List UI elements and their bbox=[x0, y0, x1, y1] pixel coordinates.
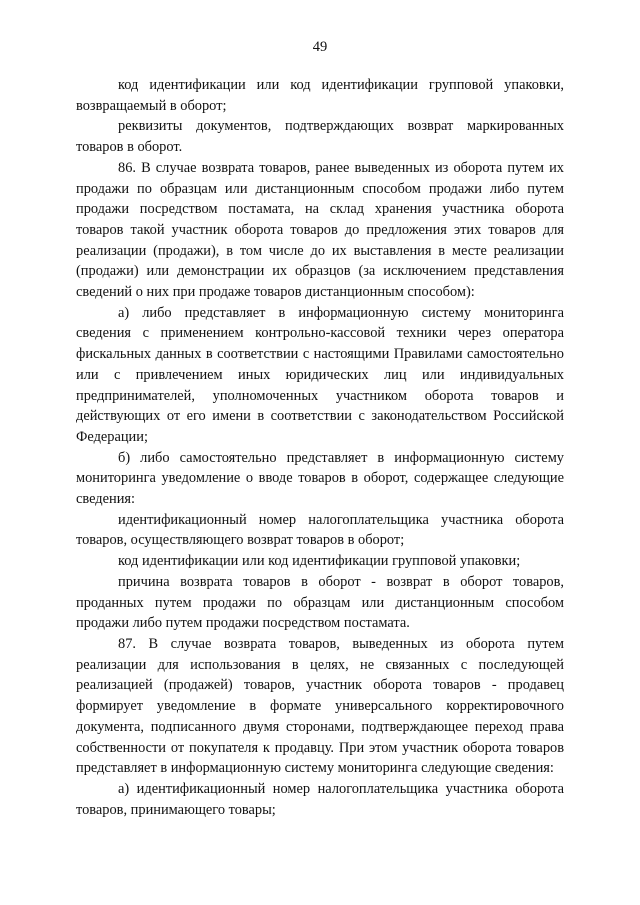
paragraph-return-reason: причина возврата товаров в оборот - возврат в оборот товаров, проданных путем продажи по образцам или дистанционным способом продажи либо путем продажи посредством постамата. bbox=[76, 573, 564, 632]
paragraph-taxpayer-id: идентификационный номер налогоплательщика участника оборота товаров, осуществляющего возврат товаров в оборот; bbox=[76, 511, 564, 549]
paragraph-item-87-a: а) идентификационный номер налогоплательщика участника оборота товаров, принимающего товары; bbox=[76, 780, 564, 818]
paragraph-identification-code: код идентификации или код идентификации групповой упаковки; bbox=[118, 553, 521, 570]
paragraph-item-86-b: б) либо самостоятельно представляет в информационную систему мониторинга уведомление о вводе товаров в оборот, содержащее следующие сведения: bbox=[76, 449, 564, 508]
document-body bbox=[76, 75, 564, 820]
paragraph-item-87: 87. В случае возврата товаров, выведенных из оборота путем реализации для использования в целях, не связанных с последующей реализацией (продажей) товаров, участник оборота товаров - продавец формирует уведомление в формате универсального корректировочного документа, подписанного двумя сторонами, подтверждающее переход права собственности от покупателя к продавцу. При этом участник оборота товаров представляет в информационную систему мониторинга следующие сведения: bbox=[76, 635, 564, 777]
paragraph-item-86-a: а) либо представляет в информационную систему мониторинга сведения с применением контрольно-кассовой техники через оператора фискальных данных в соответствии с настоящими Правилами самостоятельно или с привлечением иных юридических лиц или индивидуальных предпринимателей, уполномоченных участником оборота товаров и действующих от его имени в соответствии с законодательством Российской Федерации; bbox=[76, 304, 564, 445]
page-number: 49 bbox=[312, 39, 328, 55]
paragraph-return-code: код идентификации или код идентификации групповой упаковки, возвращаемый в оборот; bbox=[76, 77, 564, 114]
paragraph-document-details: реквизиты документов, подтверждающих возврат маркированных товаров в оборот. bbox=[76, 118, 564, 156]
paragraph-item-86: 86. В случае возврата товаров, ранее выведенных из оборота путем их продажи по образцам или дистанционным способом продажи либо путем продажи посредством постамата, на склад хранения участника оборота товаров такой участник оборота товаров до предложения этих товаров для реализации (продажи), в том числе до их выставления в месте реализации (продажи) или демонстрации их образцов (за исключением представления сведений о них при продаже товаров дистанционным способом): bbox=[76, 159, 564, 301]
